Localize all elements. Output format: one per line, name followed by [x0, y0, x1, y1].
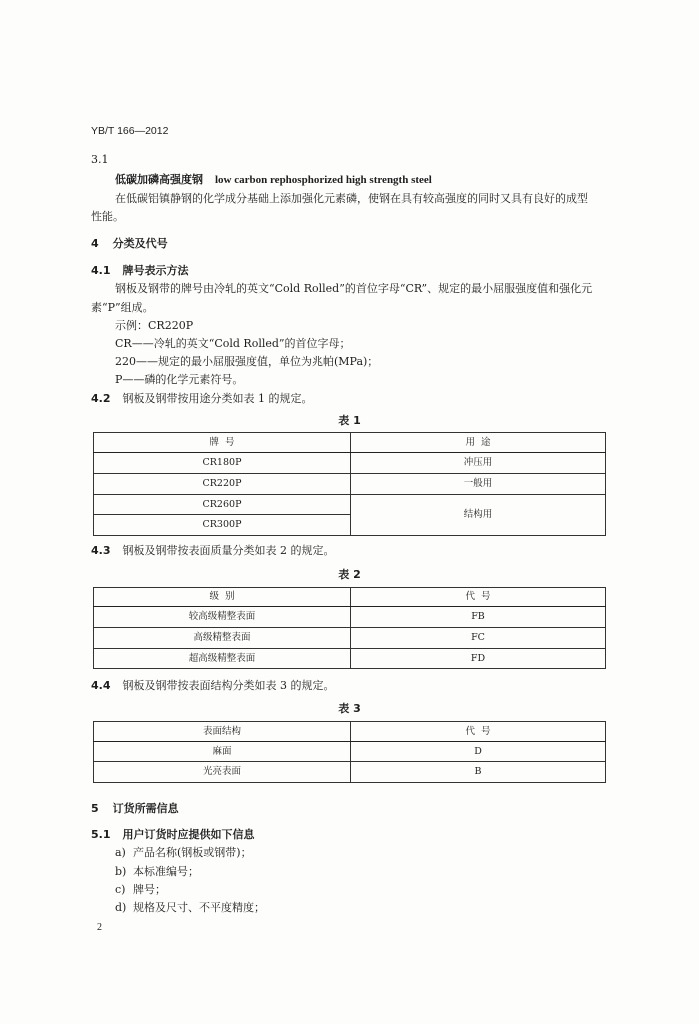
table-row — [94, 453, 606, 474]
grade-cell: CR220P — [94, 474, 351, 495]
table-3-header-code: 代 号 — [351, 722, 606, 742]
table-header-row — [94, 588, 606, 607]
clause-5-heading — [91, 802, 609, 816]
list-item — [115, 901, 609, 915]
structure-cell: 光亮表面 — [94, 762, 351, 783]
structure-cell: 麻面 — [94, 742, 351, 762]
clause-4-4 — [91, 679, 609, 693]
usage-cell: 一般用 — [351, 474, 606, 495]
table-3-header-structure: 表面结构 — [94, 722, 351, 742]
code-cell: FB — [351, 607, 606, 628]
table-header-row — [94, 722, 606, 742]
table-3-caption: 表 3 — [338, 702, 361, 715]
term-en: low carbon rephosphorized high strength steel — [215, 174, 432, 186]
table-row — [94, 762, 606, 783]
clause-4-2 — [91, 392, 609, 406]
example-note-220: 220——规定的最小屈服强度值，单位为兆帕(MPa)； — [115, 355, 379, 368]
table-1-header-grade: 牌 号 — [94, 433, 351, 453]
clause-4-1-title: 牌号表示方法 — [122, 264, 189, 277]
level-cell: 较高级精整表面 — [94, 607, 351, 628]
term-zh: 低碳加磷高强度钢 — [115, 173, 203, 186]
table-2-header-level: 级 别 — [94, 588, 351, 607]
level-cell: 超高级精整表面 — [94, 649, 351, 669]
table-2-header-code: 代 号 — [351, 588, 606, 607]
clause-5-1-number: 5.1 — [91, 828, 111, 841]
table-row — [94, 474, 606, 495]
list-item-text: 规格及尺寸、不平度精度； — [133, 901, 265, 914]
code-cell: D — [351, 742, 606, 762]
table-1 — [93, 432, 606, 536]
clause-4-number: 4 — [91, 237, 99, 250]
usage-cell: 冲压用 — [351, 453, 606, 474]
code-cell: B — [351, 762, 606, 783]
clause-4-1-text-line-2: 素“P”组成。 — [91, 301, 154, 314]
table-3 — [93, 721, 606, 783]
table-1-caption: 表 1 — [338, 414, 361, 427]
clause-4-2-number: 4.2 — [91, 392, 111, 405]
level-cell: 高级精整表面 — [94, 628, 351, 649]
list-item-text: 产品名称(钢板或钢带)； — [133, 846, 252, 859]
clause-4-1-number: 4.1 — [91, 264, 111, 277]
example-note-p: P——磷的化学元素符号。 — [115, 373, 244, 386]
code-cell: FD — [351, 649, 606, 669]
list-item — [115, 846, 609, 860]
clause-5-1-heading — [91, 828, 609, 842]
usage-cell-merged: 结构用 — [351, 495, 606, 536]
grade-cell: CR180P — [94, 453, 351, 474]
clause-4-3-number: 4.3 — [91, 544, 111, 557]
clause-3-1-number: 3.1 — [91, 153, 109, 166]
clause-4-1-text-line-1: 钢板及钢带的牌号由冷轧的英文“Cold Rolled”的首位字母“CR”、规定的最小屈服强度值和强化元 — [115, 282, 593, 295]
table-row — [94, 742, 606, 762]
table-2-caption: 表 2 — [338, 568, 361, 581]
table-row — [94, 495, 606, 515]
grade-cell: CR300P — [94, 515, 351, 536]
list-item-label: b) — [115, 865, 127, 878]
clause-5-number: 5 — [91, 802, 99, 815]
table-row — [94, 628, 606, 649]
clause-4-4-text: 钢板及钢带按表面结构分类如表 3 的规定。 — [122, 679, 335, 692]
definition-line-1: 在低碳铝镇静钢的化学成分基础上添加强化元素磷，使钢在具有较高强度的同时又具有良好的成型 — [115, 192, 588, 205]
list-item — [115, 865, 609, 879]
example-line: 示例：CR220P — [115, 319, 194, 332]
table-2 — [93, 587, 606, 669]
clause-4-3 — [91, 544, 609, 558]
standard-code: YB/T 166—2012 — [91, 125, 169, 137]
list-item-text: 牌号； — [133, 883, 166, 896]
list-item-label: c) — [115, 883, 126, 896]
clause-4-title: 分类及代号 — [112, 237, 168, 250]
list-item-label: d) — [115, 901, 127, 914]
table-header-row — [94, 433, 606, 453]
code-cell: FC — [351, 628, 606, 649]
clause-5-1-title: 用户订货时应提供如下信息 — [122, 828, 255, 841]
list-item-label: a) — [115, 846, 126, 859]
table-row — [94, 649, 606, 669]
table-row — [94, 607, 606, 628]
clause-4-1-heading — [91, 264, 609, 278]
clause-4-4-number: 4.4 — [91, 679, 111, 692]
definition-line-2: 性能。 — [91, 210, 124, 223]
grade-cell: CR260P — [94, 495, 351, 515]
page-number: 2 — [97, 922, 102, 933]
clause-4-2-text: 钢板及钢带按用途分类如表 1 的规定。 — [122, 392, 313, 405]
table-1-header-usage: 用 途 — [351, 433, 606, 453]
clause-4-heading — [91, 237, 609, 251]
list-item-text: 本标准编号； — [133, 865, 199, 878]
clause-5-title: 订货所需信息 — [112, 802, 179, 815]
term-line — [115, 173, 609, 187]
example-note-cr: CR——冷轧的英文“Cold Rolled”的首位字母； — [115, 337, 351, 350]
clause-4-3-text: 钢板及钢带按表面质量分类如表 2 的规定。 — [122, 544, 335, 557]
list-item — [115, 883, 609, 897]
